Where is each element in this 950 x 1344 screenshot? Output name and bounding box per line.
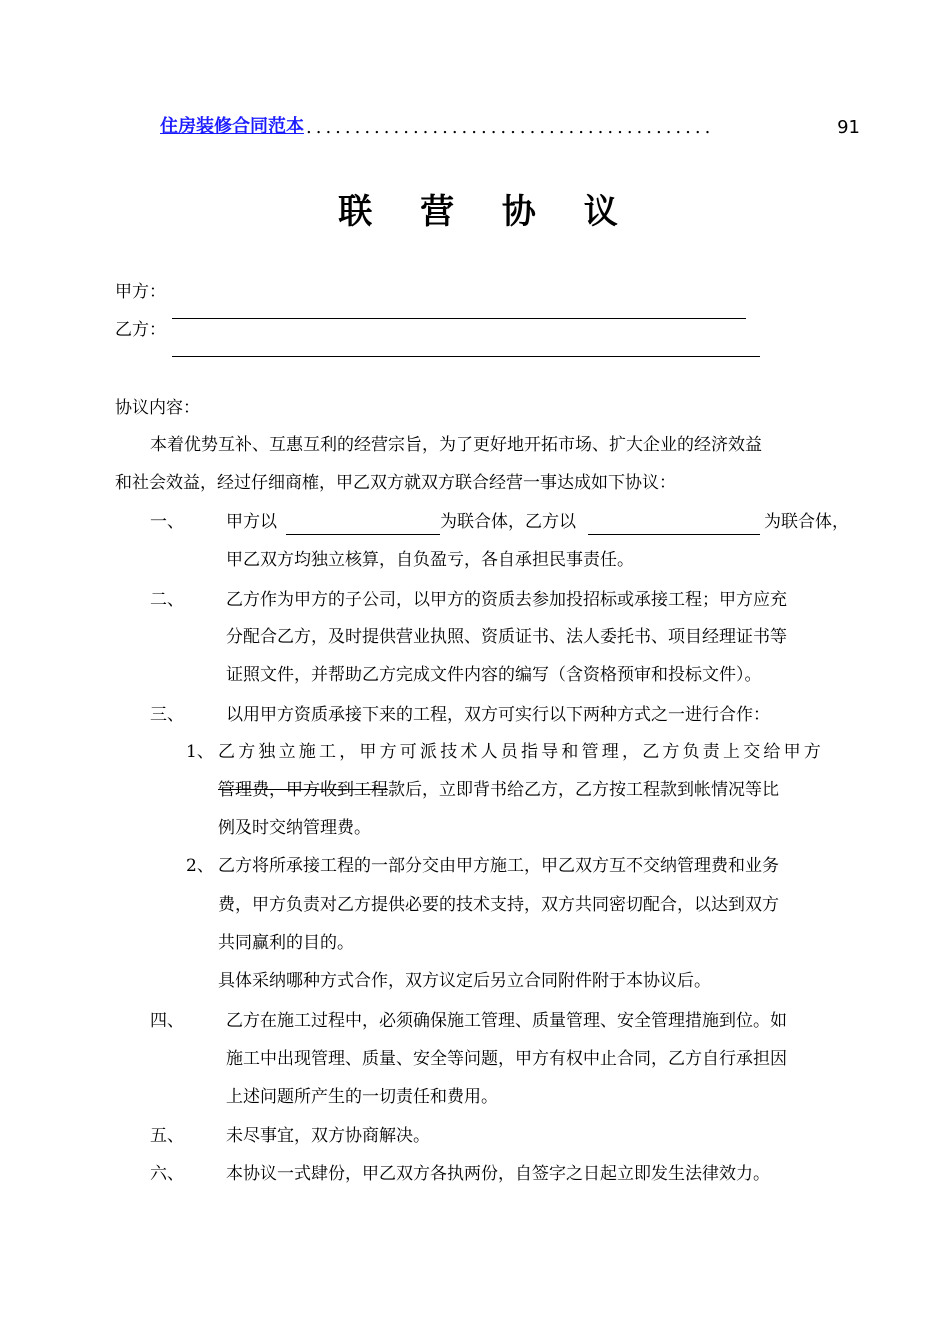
clause-5-line-1: 未尽事宜，双方协商解决。 [226, 1126, 430, 1146]
clause-2-line-2: 分配合乙方，及时提供营业执照、资质证书、法人委托书、项目经理证书等 [226, 627, 787, 647]
toc-leader-dots: .......................................... [306, 117, 715, 138]
clause-1-text-c: 为联合体， [764, 512, 849, 532]
toc-entry [160, 112, 860, 138]
clause-3-2-line-3: 共同赢利的目的。 [218, 933, 354, 953]
clause-1-blank-a[interactable] [286, 534, 440, 535]
clause-1-line-2: 甲乙双方均独立核算，自负盈亏，各自承担民事责任。 [226, 550, 634, 570]
party-a-line[interactable] [172, 318, 746, 319]
clause-2-line-1: 乙方作为甲方的子公司，以甲方的资质去参加投招标或承接工程；甲方应充 [226, 590, 787, 610]
struck-text: 管理费，甲方收到工程 [218, 780, 388, 800]
toc-link[interactable]: 住房装修合同范本 [160, 116, 304, 137]
clause-1-number: 一、 [150, 512, 184, 532]
clause-6-number: 六、 [150, 1164, 184, 1184]
clause-3-1-number: 1、 [186, 742, 214, 762]
clause-4-line-1: 乙方在施工过程中，必须确保施工管理、质量管理、安全管理措施到位。如 [226, 1011, 787, 1031]
clause-3-number: 三、 [150, 705, 184, 725]
clause-3-2-line-4: 具体采纳哪种方式合作，双方议定后另立合同附件附于本协议后。 [218, 971, 711, 991]
clause-2-line-3: 证照文件，并帮助乙方完成文件内容的编写（含资格预审和投标文件）。 [226, 665, 762, 685]
clause-5-number: 五、 [150, 1126, 184, 1146]
intro-line-2: 和社会效益，经过仔细商榷，甲乙双方就双方联合经营一事达成如下协议： [115, 473, 676, 493]
clause-3-line-1: 以用甲方资质承接下来的工程，双方可实行以下两种方式之一进行合作： [226, 705, 770, 725]
intro-line-1: 本着优势互补、互惠互利的经营宗旨，为了更好地开拓市场、扩大企业的经济效益 [150, 435, 762, 455]
party-b-label: 乙方： [115, 320, 166, 340]
clause-1-text-a: 甲方以 [226, 512, 277, 532]
clause-3-1-line-2-rest: 款后，立即背书给乙方，乙方按工程款到帐情况等比 [388, 780, 779, 800]
clause-3-1-line-1: 乙方独立施工，甲方可派技术人员指导和管理，乙方负责上交给甲方 [218, 742, 824, 762]
clause-6-line-1: 本协议一式肆份，甲乙双方各执两份，自签字之日起立即发生法律效力。 [226, 1164, 770, 1184]
clause-3-1-line-2 [218, 780, 779, 800]
clause-3-2-line-2: 费，甲方负责对乙方提供必要的技术支持，双方共同密切配合，以达到双方 [218, 895, 779, 915]
clause-4-line-2: 施工中出现管理、质量、安全等问题，甲方有权中止合同，乙方自行承担因 [226, 1049, 787, 1069]
clause-3-1-line-3: 例及时交纳管理费。 [218, 818, 371, 838]
clause-1-text-b: 为联合体，乙方以 [440, 512, 576, 532]
clause-4-line-3: 上述问题所产生的一切责任和费用。 [226, 1087, 498, 1107]
party-a-label: 甲方： [115, 282, 166, 302]
clause-1-blank-b[interactable] [588, 534, 760, 535]
document-title: 联 营 协 议 [338, 192, 636, 232]
clause-4-number: 四、 [150, 1011, 184, 1031]
clause-3-2-line-1: 乙方将所承接工程的一部分交由甲方施工，甲乙双方互不交纳管理费和业务 [218, 856, 779, 876]
clause-3-2-number: 2、 [186, 856, 214, 876]
toc-page-number: 91 [837, 117, 860, 138]
clause-2-number: 二、 [150, 590, 184, 610]
content-label: 协议内容： [115, 398, 200, 418]
party-b-line[interactable] [172, 356, 760, 357]
